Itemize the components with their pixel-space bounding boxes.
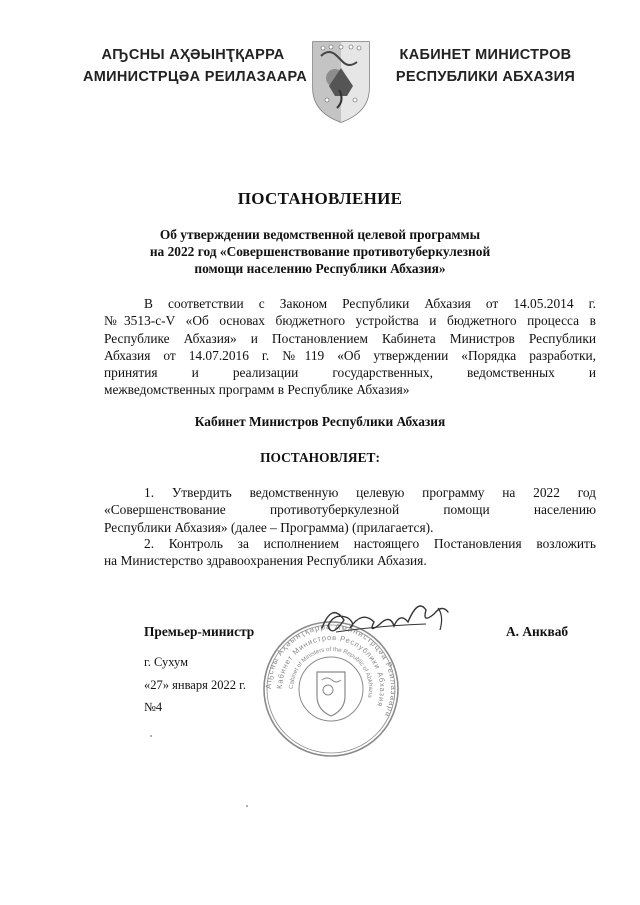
- subject-line: помощи населению Республики Абхазия»: [194, 261, 446, 276]
- item-1-line: «Совершенствование противотуберкулезной помощи населению: [104, 502, 596, 518]
- document-type: ПОСТАНОВЛЕНИЕ: [237, 189, 403, 208]
- preamble-line: принятия и реализации государственных, ведомственных и: [104, 365, 596, 381]
- document-subject: [100, 226, 540, 277]
- letterhead-right: [383, 44, 588, 88]
- resolves-heading: ПОСТАНОВЛЯЕТ:: [260, 450, 380, 465]
- item-1-paragraph: [104, 484, 596, 536]
- letterhead-right-line1: КАБИНЕТ МИНИСТРОВ: [399, 47, 572, 63]
- preamble-line: Республике Абхазия» и Постановлением Кабинета Министров Республики: [104, 330, 596, 346]
- preamble-line: Абхазия от 14.07.2016 г. №119 «Об утверждении «Порядка разработки,: [104, 347, 596, 363]
- scan-speck: [246, 805, 248, 807]
- preamble-line: В соответствии с Законом Республики Абхазия от 14.05.2014 г.: [144, 296, 596, 311]
- signatory-name: А. Анкваб: [506, 624, 569, 639]
- letterhead-left-line1: АҦСНЫ АҲӘЫНҬҚАРРА: [101, 47, 285, 63]
- item-1-line: Республики Абхазия» (далее – Программа) (прилагается).: [104, 519, 434, 535]
- item-2-line: 2. Контроль за исполнением настоящего Постановления возложить: [144, 536, 596, 551]
- stamp-middle-text: Кабинет Министров Республики Абхазия: [274, 632, 388, 709]
- item-2-line: на Министерство здравоохранения Республики Абхазия.: [104, 553, 427, 569]
- letterhead-left-line2: АМИНИСТРЦӘА РЕИЛАЗААРА: [83, 69, 308, 85]
- issuer-heading: Кабинет Министров Республики Абхазия: [194, 414, 446, 429]
- subject-line: Об утверждении ведомственной целевой программы: [159, 227, 481, 242]
- handwritten-signature: [318, 598, 468, 648]
- stamp-outer-text: Аҧсны Аҳәынҭқарра Аминистрцәа Реилазаара: [263, 621, 399, 720]
- preamble-line: межведомственных программ в Республике Абхазия»: [104, 382, 410, 398]
- subject-line: на 2022 год «Совершенствование противотуберкулезной: [149, 244, 491, 259]
- letterhead-left: [83, 44, 308, 88]
- item-2-paragraph: [104, 535, 596, 570]
- issue-date: «27» января 2022 г.: [144, 678, 246, 692]
- preamble-line: №3513-с-V «Об основах бюджетного устройства и бюджетного процесса в: [104, 313, 596, 329]
- letterhead-right-line2: РЕСПУБЛИКИ АБХАЗИЯ: [395, 69, 576, 85]
- coat-of-arms-icon: [309, 38, 373, 124]
- svg-text:Cabinet of Ministers of the Re: [289, 647, 373, 699]
- stamp-inner-text: Cabinet of Ministers of the Republic of Abkhazia: [288, 646, 374, 699]
- issue-city: г. Сухум: [144, 655, 189, 669]
- scan-speck: [150, 735, 152, 737]
- preamble-paragraph: [104, 295, 596, 399]
- item-1-line: 1. Утвердить ведомственную целевую программу на 2022 год: [144, 485, 596, 500]
- document-number: №4: [144, 700, 163, 714]
- signatory-position: Премьер-министр: [144, 624, 255, 639]
